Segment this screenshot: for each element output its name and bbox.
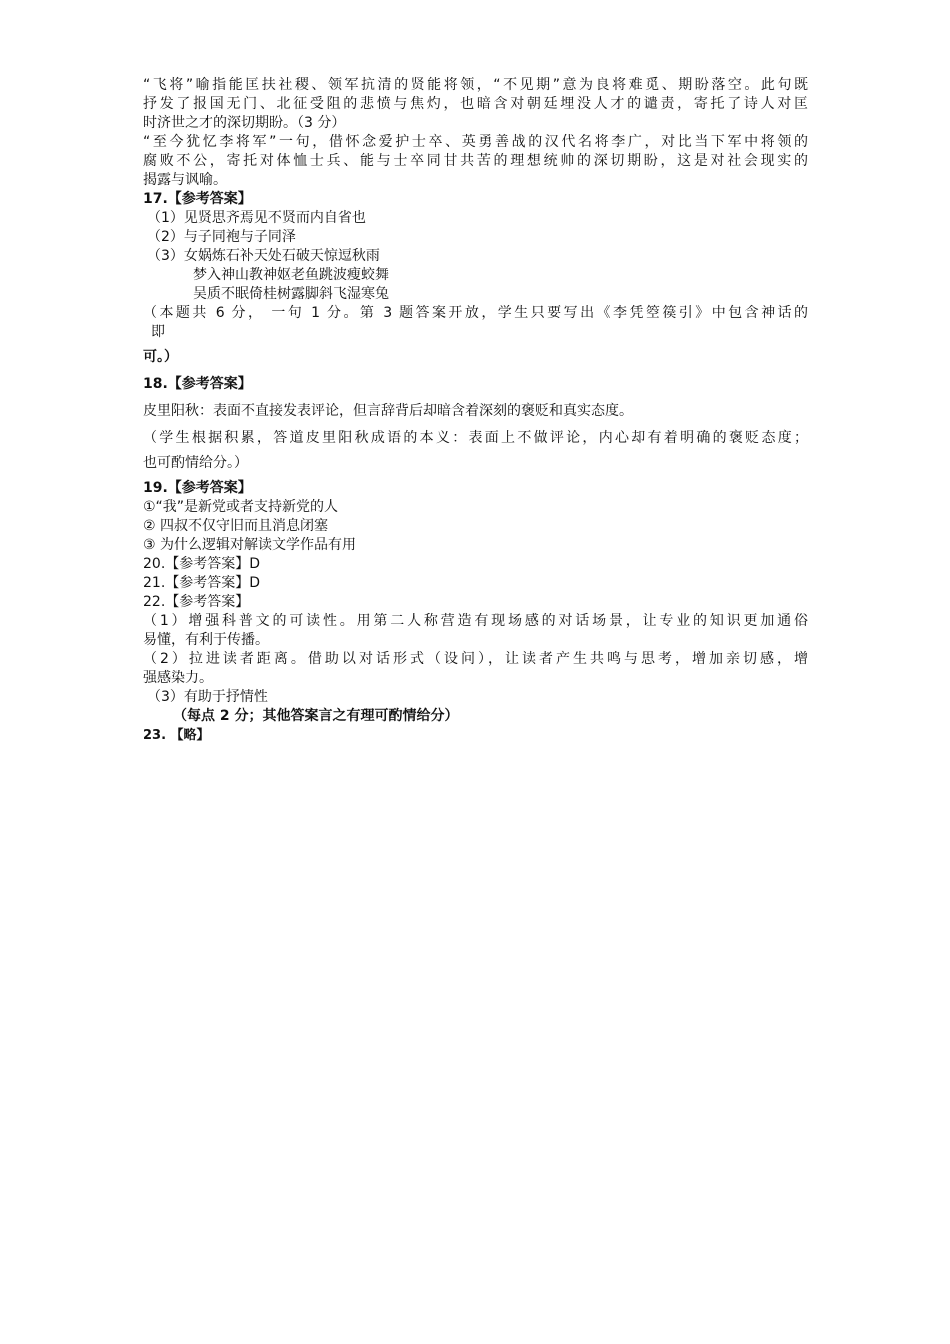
q22-heading: 22.【参考答案】 — [143, 594, 250, 610]
q17-note: （本题共 6 分， 一句 1 分。第 3 题答案开放，学生只要写出《李凭箜篌引》中包含神话的 — [143, 305, 808, 321]
q22-item: （2）拉进读者距离。借助以对话形式（设问），让读者产生共鸣与思考，增加亲切感，增 — [143, 651, 808, 667]
q22-item: 强感染力。 — [143, 670, 213, 686]
q22-item: （1）增强科普文的可读性。用第二人称营造有现场感的对话场景，让专业的知识更加通俗 — [143, 613, 808, 629]
q21-answer: 21.【参考答案】D — [143, 575, 261, 591]
q17-note: 即 — [151, 324, 165, 340]
q22-item: （3）有助于抒情性 — [147, 689, 268, 705]
intro-line: 抒发了报国无门、北征受阻的悲愤与焦灼，也暗含对朝廷埋没人才的谴责，寄托了诗人对匡 — [143, 96, 808, 112]
q17-subline: 吴质不眠倚桂树露脚斜飞湿寒兔 — [193, 286, 389, 302]
q19-item: ①“我”是新党或者支持新党的人 — [143, 499, 339, 515]
q17-heading: 17.【参考答案】 — [143, 191, 252, 207]
q20-answer: 20.【参考答案】D — [143, 556, 261, 572]
intro-line: 时济世之才的深切期盼。（3 分） — [143, 115, 346, 131]
q22-item: 易懂，有利于传播。 — [143, 632, 269, 648]
intro-line: 揭露与讽喻。 — [143, 172, 227, 188]
q17-item: （1）见贤思齐焉见不贤而内自省也 — [147, 210, 366, 226]
q17-item: （2）与子同袍与子同泽 — [147, 229, 296, 245]
q18-note: 也可酌情给分。） — [143, 455, 248, 471]
q19-item: ③ 为什么逻辑对解读文学作品有用 — [143, 537, 357, 553]
q23-answer: 23. 【略】 — [143, 728, 210, 743]
intro-line: “飞将”喻指能匡扶社稷、领军抗清的贤能将领，“不见期”意为良将难觅、期盼落空。此句既 — [143, 77, 808, 93]
q19-heading: 19.【参考答案】 — [143, 480, 252, 496]
q19-item: ② 四叔不仅守旧而且消息闭塞 — [143, 518, 329, 534]
intro-line: “至今犹忆李将军”一句，借怀念爱护士卒、英勇善战的汉代名将李广，对比当下军中将领的 — [143, 134, 808, 150]
q22-note: （每点 2 分；其他答案言之有理可酌情给分） — [173, 708, 459, 724]
intro-line: 腐败不公，寄托对体恤士兵、能与士卒同甘共苦的理想统帅的深切期盼，这是对社会现实的 — [143, 153, 808, 169]
answer-document — [143, 76, 808, 745]
q17-note-end: 可。） — [143, 349, 178, 365]
q17-item: （3）女娲炼石补天处石破天惊逗秋雨 — [147, 248, 380, 264]
q17-subline: 梦入神山教神妪老鱼跳波瘦蛟舞 — [193, 267, 389, 283]
q18-answer: 皮里阳秋：表面不直接发表评论，但言辞背后却暗含着深刻的褒贬和真实态度。 — [143, 403, 633, 419]
q18-note: （学生根据积累，答道皮里阳秋成语的本义：表面上不做评论，内心却有着明确的褒贬态度； — [143, 430, 808, 446]
q18-heading: 18.【参考答案】 — [143, 376, 252, 392]
